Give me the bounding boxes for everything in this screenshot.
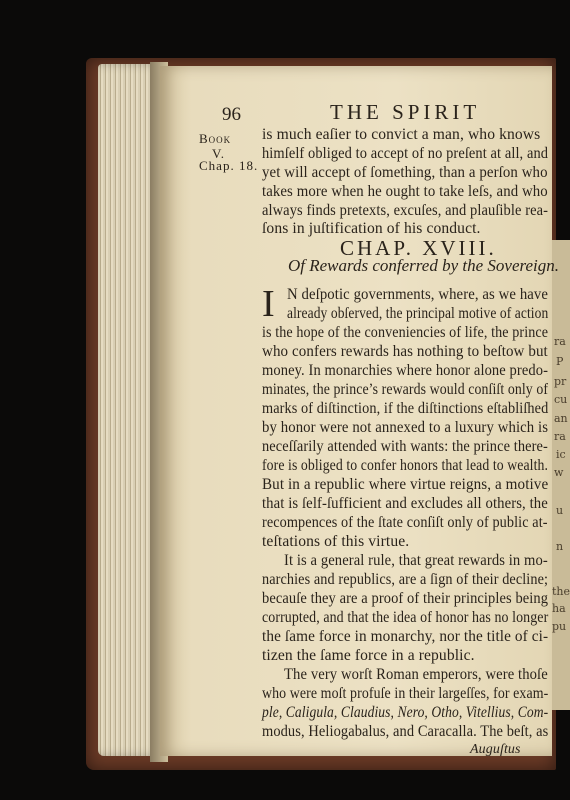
text-line: modus, Heliogabalus, and Caracalla. The beſt, as <box>262 723 549 740</box>
text-line: recompences of the ſtate conſiſt only of public at- <box>262 514 548 531</box>
text-line: But in a republic where virtue reigns, a motive <box>262 476 549 493</box>
facing-fragment: n <box>556 540 564 553</box>
text-line: is much eaſier to convict a man, who knows <box>262 126 541 143</box>
text-line: minates, the prince’s rewards would conſiſt only of <box>262 381 549 398</box>
facing-fragment: pu <box>552 620 567 633</box>
text-line: teſtations of this virtue. <box>262 533 410 550</box>
text-line: who were moſt profuſe in their largeſſes, for exam- <box>262 685 549 702</box>
text-line: marks of diſtinction, if the diſtinctions eſtabliſhed <box>262 400 549 417</box>
text-line: is the hope of the conveniencies of life, the prince <box>262 324 549 341</box>
drop-cap: I <box>262 283 275 325</box>
text-line: the ſame force in monarchy, nor the title of ci- <box>262 628 549 645</box>
text-line: yet will accept of ſomething, than a perſon who <box>262 164 548 181</box>
side-note-book: Book <box>199 131 232 146</box>
facing-fragment: P <box>556 355 564 368</box>
text-line: who confers rewards has nothing to beſtow but <box>262 343 548 360</box>
facing-fragment: ra <box>554 335 566 348</box>
text-line: himſelf obliged to accept of no preſent at all, and <box>262 145 549 162</box>
text-line: narchies and republics, are a ſign of their decline; <box>262 571 549 588</box>
facing-fragment: u <box>556 504 564 517</box>
text-line: that is ſelf-ſufficient and excludes all others, the <box>262 495 548 512</box>
facing-fragment: w <box>554 466 564 479</box>
text-line: corrupted, and that the idea of honor has no longer <box>262 609 549 626</box>
facing-fragment: the <box>552 585 570 598</box>
text-line: becauſe they are a proof of their principles being <box>262 590 549 607</box>
page-number: 96 <box>222 104 241 125</box>
facing-fragment: cu <box>554 393 568 406</box>
text-line: always finds pretexts, excuſes, and plauſible rea- <box>262 202 549 219</box>
text-line: The very worſt Roman emperors, were thoſe <box>284 666 548 683</box>
facing-fragment: an <box>554 412 568 425</box>
facing-fragment: ra <box>554 430 566 443</box>
text-line: tizen the ſame force in a republic. <box>262 647 475 664</box>
text-line: by honor were not annexed to a luxury which is <box>262 419 549 436</box>
facing-fragment: ha <box>552 602 566 615</box>
text-line: money. In monarchies where honor alone predo- <box>262 362 549 379</box>
facing-fragment: pr <box>554 375 567 388</box>
text-line: N deſpotic governments, where, as we have <box>287 286 549 303</box>
text-line: takes more when he ought to take leſs, and who <box>262 183 548 200</box>
text-line: ple, Caligula, Claudius, Nero, Otho, Vitellius, Com- <box>262 704 549 721</box>
side-note-volume: V. <box>212 146 225 161</box>
text-line: fore is obliged to confer honors that lead to wealth. <box>262 457 549 474</box>
chapter-subtitle: Of Rewards conferred by the Sovereign. <box>288 256 559 275</box>
facing-fragment: ic <box>556 448 566 461</box>
side-note-chapter: Chap. 18. <box>199 158 259 173</box>
text-line: neceſſarily attended with wants: the prince there- <box>262 438 548 455</box>
facing-page-edge <box>550 240 570 710</box>
running-head: THE SPIRIT <box>330 100 481 124</box>
text-line: It is a general rule, that great rewards in mo- <box>284 552 548 569</box>
chapter-heading: CHAP. XVIII. <box>340 236 497 260</box>
text-line: already obſerved, the principal motive of action <box>287 305 549 322</box>
text-line: ſons in juſtification of his conduct. <box>262 220 481 237</box>
catchword: Auguſtus <box>470 742 521 757</box>
